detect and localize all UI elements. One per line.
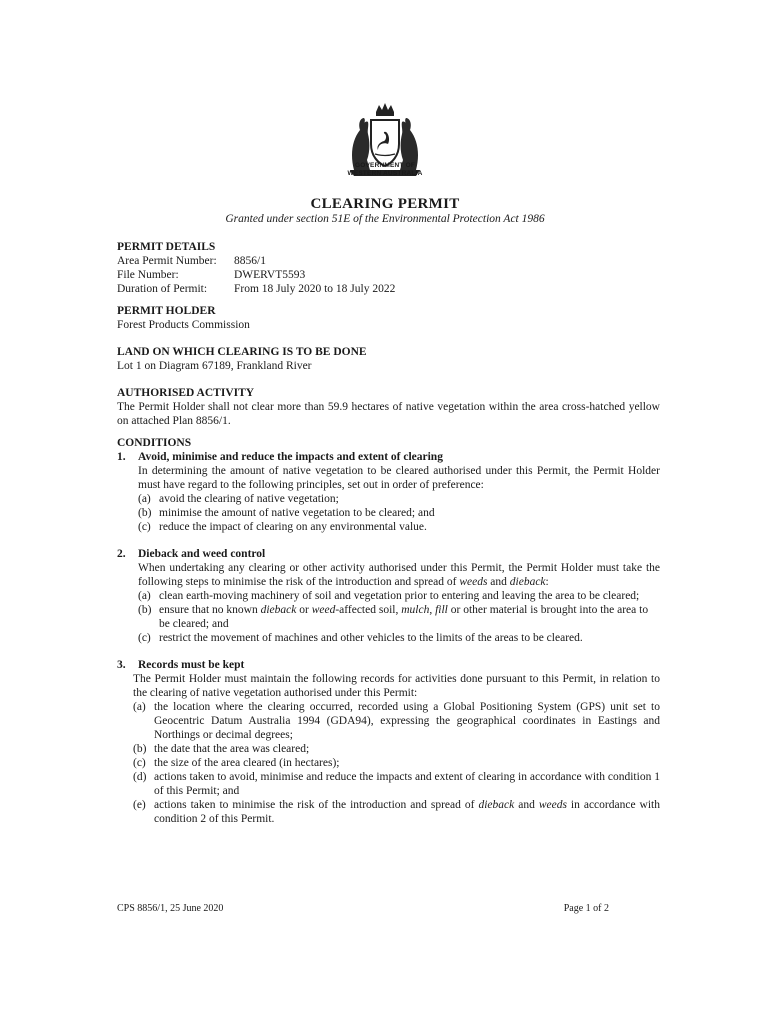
permit-detail-row: Duration of Permit: From 18 July 2020 to 18 July 2022 bbox=[117, 283, 396, 295]
conditions-heading: CONDITIONS bbox=[117, 437, 192, 449]
list-item: (b) minimise the amount of native vegetation to be cleared; and bbox=[138, 507, 435, 519]
list-item: (c) restrict the movement of machines and other vehicles to the limits of the areas to be cleared. bbox=[138, 632, 583, 644]
permit-details-heading: PERMIT DETAILS bbox=[117, 241, 216, 253]
permit-detail-row: Area Permit Number: 8856/1 bbox=[117, 255, 266, 267]
permit-holder-text: Forest Products Commission bbox=[117, 319, 250, 331]
condition-2-intro: When undertaking any clearing or other activity authorised under this Permit, the Permit Holder must take the following steps to minimise the risk of the introduction and spread of weeds and dieback: bbox=[138, 562, 660, 588]
government-logo-text: GOVERNMENT OF WESTERN AUSTRALIA bbox=[347, 162, 423, 177]
footer-reference: CPS 8856/1, 25 June 2020 bbox=[117, 903, 224, 914]
list-item: (a) avoid the clearing of native vegetation; bbox=[138, 493, 339, 505]
activity-text: The Permit Holder shall not clear more than 59.9 hectares of native vegetation within the area cross-hatched yellow on attached Plan 8856/1. bbox=[117, 401, 660, 427]
list-item: (a) the location where the clearing occurred, recorded using a Global Positioning System (GPS) unit set to Geocentric Datum Australia 1994 (GDA94), expressing the geographical coordinates in Eastings and Northings or decimal degrees; bbox=[133, 701, 660, 741]
list-item: (e) actions taken to minimise the risk of the introduction and spread of dieback and weeds in accordance with condition 2 of this Permit. bbox=[133, 799, 660, 825]
document-body bbox=[117, 240, 660, 826]
condition-1-intro: In determining the amount of native vegetation to be cleared authorised under this Permit, the Permit Holder must have regard to the following principles, set out in order of preference: bbox=[138, 465, 660, 491]
list-item: (a) clean earth-moving machinery of soil and vegetation prior to entering and leaving the area to be cleared; bbox=[138, 590, 640, 602]
list-item: (b) the date that the area was cleared; bbox=[133, 743, 310, 755]
document-subtitle: Granted under section 51E of the Environmental Protection Act 1986 bbox=[225, 213, 545, 225]
list-item: (c) the size of the area cleared (in hectares); bbox=[133, 757, 340, 769]
list-item: (d) actions taken to avoid, minimise and reduce the impacts and extent of clearing in accordance with condition 1 of this Permit; and bbox=[133, 771, 660, 797]
condition-3-heading: 3. Records must be kept bbox=[117, 659, 245, 671]
land-text: Lot 1 on Diagram 67189, Frankland River bbox=[117, 360, 312, 372]
page-number: Page 1 of 2 bbox=[563, 903, 609, 914]
list-item: (c) reduce the impact of clearing on any environmental value. bbox=[138, 521, 427, 533]
land-heading: LAND ON WHICH CLEARING IS TO BE DONE bbox=[117, 346, 367, 358]
document-title: CLEARING PERMIT bbox=[310, 196, 460, 212]
permit-holder-heading: PERMIT HOLDER bbox=[117, 305, 216, 317]
permit-detail-row: File Number: DWERVT5593 bbox=[117, 269, 306, 281]
condition-1-heading: 1. Avoid, minimise and reduce the impacts and extent of clearing bbox=[117, 451, 443, 463]
list-item: (b) ensure that no known dieback or weed-affected soil, mulch, fill or other material is brought into the area to be cleared; and bbox=[138, 604, 649, 630]
condition-3-intro: The Permit Holder must maintain the following records for activities done pursuant to this Permit, in relation to the clearing of native vegetation authorised under this Permit: bbox=[133, 673, 660, 699]
condition-2-heading: 2. Dieback and weed control bbox=[117, 548, 266, 560]
activity-heading: AUTHORISED ACTIVITY bbox=[117, 387, 255, 399]
